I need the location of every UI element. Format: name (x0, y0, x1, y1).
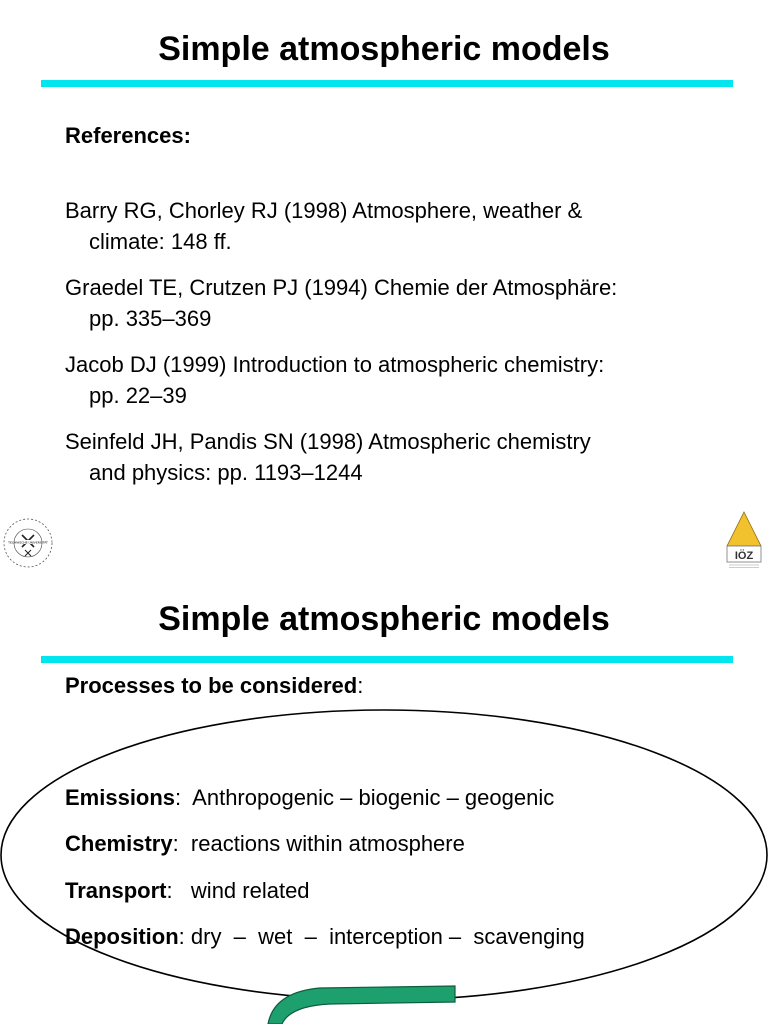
process-deposition: Deposition: dry – wet – interception – scavenging (65, 924, 585, 949)
title-rule (41, 80, 733, 87)
university-seal-icon (2, 517, 54, 569)
svg-text:IÖZ: IÖZ (734, 550, 754, 562)
reference-item: Barry RG, Chorley RJ (1998) Atmosphere, weather & climate: 148 ff. (65, 198, 583, 254)
process-transport: Transport: wind related (65, 878, 310, 903)
title-rule (41, 656, 733, 663)
reference-item: Jacob DJ (1999) Introduction to atmospheric chemistry: pp. 22–39 (65, 352, 605, 408)
process-ellipse (0, 705, 768, 1024)
curved-arrow-icon (260, 980, 470, 1024)
reference-item: Graedel TE, Crutzen PJ (1994) Chemie der Atmosphäre: pp. 335–369 (65, 275, 618, 331)
ioz-triangle-logo-icon (724, 510, 764, 570)
slide-title: Simple atmospheric models (158, 30, 610, 68)
reference-item: Seinfeld JH, Pandis SN (1998) Atmospheric chemistry and physics: pp. 1193–1244 (65, 429, 591, 485)
references-heading: References: (65, 123, 191, 148)
processes-heading: Processes to be considered: (65, 673, 364, 698)
svg-text:TECHNISCHE UNIVERSITÄT: TECHNISCHE UNIVERSITÄT (8, 540, 48, 545)
process-chemistry: Chemistry: reactions within atmosphere (65, 831, 465, 856)
process-emissions: Emissions: Anthropogenic – biogenic – geogenic (65, 785, 555, 810)
slide-title: Simple atmospheric models (158, 600, 610, 638)
